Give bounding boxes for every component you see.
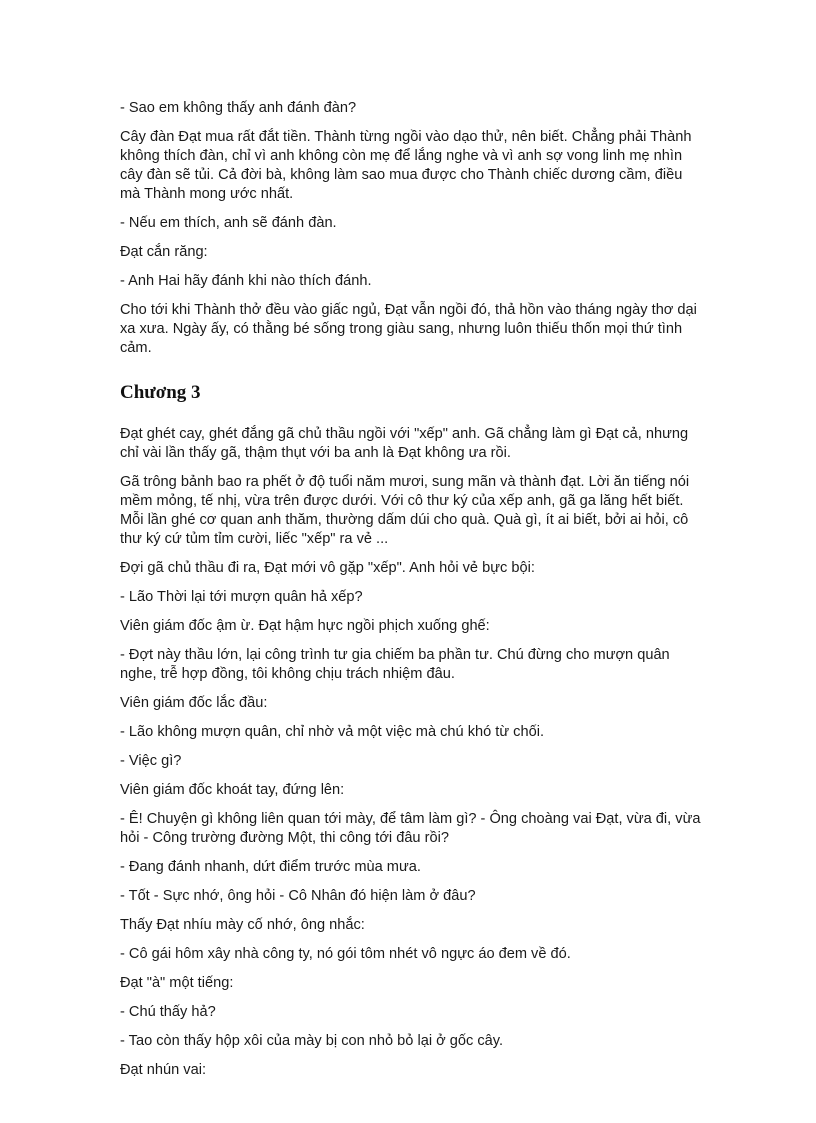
paragraph: - Anh Hai hãy đánh khi nào thích đánh. [120,273,372,289]
paragraph: - Tao còn thấy hộp xôi của mày bị con nhỏ bỏ lại ở gốc cây. [120,1033,504,1049]
paragraph: - Cô gái hôm xây nhà công ty, nó gói tôm nhét vô ngực áo đem về đó. [120,946,571,962]
paragraph: - Sao em không thấy anh đánh đàn? [120,100,357,116]
paragraph: Đạt "à" một tiếng: [120,975,234,991]
paragraph: - Việc gì? [120,753,182,769]
paragraph: - Nếu em thích, anh sẽ đánh đàn. [120,215,337,231]
paragraph: - Lão Thời lại tới mượn quân hả xếp? [120,589,363,605]
paragraph: - Đang đánh nhanh, dứt điểm trước mùa mưa. [120,859,421,875]
paragraph: Cho tới khi Thành thở đều vào giấc ngủ, Đạt vẫn ngồi đó, thả hồn vào tháng ngày thơ dại xa xưa. Ngày ấy, có thằng bé sống trong giàu sang, nhưng luôn thiếu thốn mọi thứ tình cảm. [120,302,697,356]
paragraph: Gã trông bảnh bao ra phết ở độ tuổi năm mươi, sung mãn và thành đạt. Lời ăn tiếng nói mềm mỏng, tế nhị, vừa trên được dưới. Với cô thư ký của xếp anh, gã ga lăng hết biết. Mỗi lần ghé cơ quan anh thăm, thường dấm dúi cho quà. Quà gì, ít ai biết, bởi ai hỏi, cô thư ký cứ tủm tỉm cười, liếc "xếp" ra vẻ ... [120,474,690,547]
paragraph: Viên giám đốc khoát tay, đứng lên: [120,782,345,798]
paragraph: - Tốt - Sực nhớ, ông hỏi - Cô Nhân đó hiện làm ở đâu? [120,888,476,904]
paragraph: - Chú thấy hả? [120,1004,216,1020]
chapter-heading: Chương 3 [120,382,201,403]
paragraph: Thấy Đạt nhíu mày cố nhớ, ông nhắc: [120,917,365,933]
paragraph: Đạt nhún vai: [120,1062,206,1078]
paragraph: Cây đàn Đạt mua rất đắt tiền. Thành từng ngồi vào dạo thử, nên biết. Chẳng phải Thành không thích đàn, chỉ vì anh không còn mẹ để lắng nghe và vì anh sợ vong linh mẹ nhìn cây đàn sẽ tủi. Cả đời bà, không làm sao mua được cho Thành chiếc dương cầm, điều mà Thành mong ước nhất. [120,129,692,202]
document-page [120,99,702,1090]
paragraph: - Đợt này thầu lớn, lại công trình tư gia chiếm ba phần tư. Chú đừng cho mượn quân nghe, trễ hợp đồng, tôi không chịu trách nhiệm đâu. [120,647,670,682]
paragraph: Viên giám đốc ậm ừ. Đạt hậm hực ngồi phịch xuống ghế: [120,618,490,634]
paragraph: Đợi gã chủ thầu đi ra, Đạt mới vô gặp "xếp". Anh hỏi vẻ bực bội: [120,560,535,576]
paragraph: - Ê! Chuyện gì không liên quan tới mày, để tâm làm gì? - Ông choàng vai Đạt, vừa đi, vừa hỏi - Công trường đường Một, thi công tới đâu rồi? [120,811,701,846]
paragraph: Viên giám đốc lắc đầu: [120,695,268,711]
paragraph: Đạt ghét cay, ghét đắng gã chủ thầu ngồi với "xếp" anh. Gã chẳng làm gì Đạt cả, nhưng chỉ vài lần thấy gã, thậm thụt với ba anh là Đạt không ưa rồi. [120,426,689,461]
paragraph: - Lão không mượn quân, chỉ nhờ vả một việc mà chú khó từ chối. [120,724,545,740]
paragraph: Đạt cắn răng: [120,244,208,260]
